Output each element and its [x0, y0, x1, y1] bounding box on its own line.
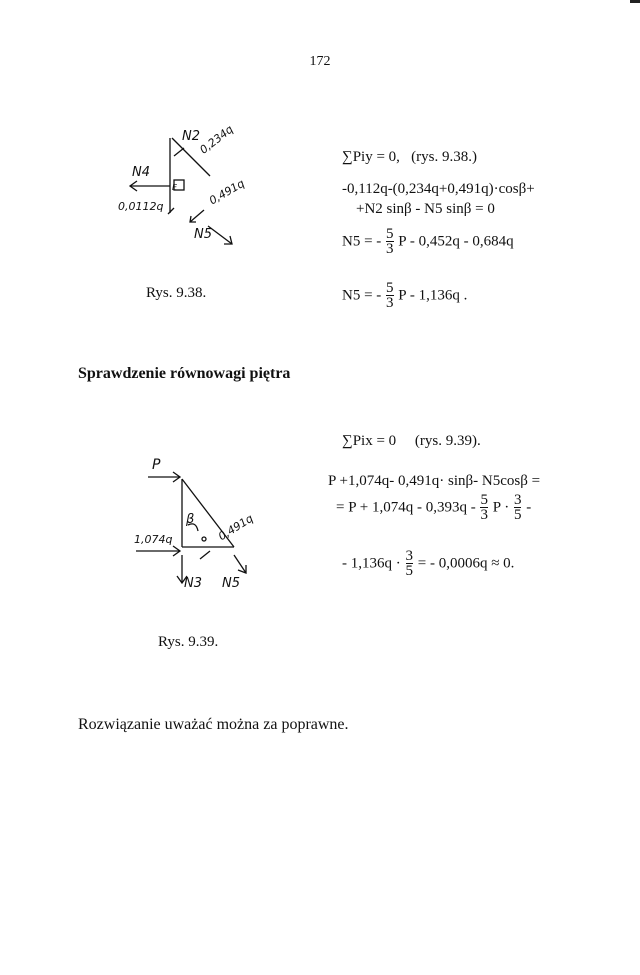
eq1-line1: -0,112q-(0,234q+0,491q)·cosβ+ [342, 181, 535, 197]
eq2-sum-line [342, 432, 481, 450]
arrow-load-b [200, 551, 210, 559]
eq2-line1: P +1,074q- 0,491q· sinβ- N5cosβ = [328, 473, 541, 489]
eq2-line2 [336, 494, 531, 522]
label-n5: N5 [194, 227, 212, 242]
label-load-a: 1,074q [134, 533, 173, 546]
conclusion-text: Rozwiązanie uważać można za poprawne. [78, 716, 349, 733]
eq2-line2-b: P · [492, 499, 510, 516]
fraction-5-3-c [480, 494, 488, 522]
label-beta: β [186, 512, 195, 527]
small-arrow [174, 148, 184, 156]
label-load-a: 0,234q [197, 122, 236, 157]
label-load-c: 0,0112q [118, 200, 164, 213]
eq2-line3-a: - 1,136q · [342, 555, 401, 572]
fraction-5-3 [386, 228, 394, 256]
eq2-sum: ∑Pix = 0 [342, 433, 397, 449]
label-n5: N5 [222, 576, 240, 591]
page-number: 172 [309, 54, 331, 69]
eq1-den-b: 3 [386, 295, 394, 311]
label-p: P [152, 457, 161, 473]
fraction-3-5 [514, 494, 522, 522]
label-n3: N3 [184, 576, 202, 591]
eq1-rest-b: P - 1,136q . [398, 287, 468, 304]
eq2-line2-c: - [526, 499, 532, 516]
eq1-line2: +N2 sinβ - N5 sinβ = 0 [356, 201, 495, 217]
small-arrow-2 [168, 208, 174, 214]
eq2-line2-a: = P + 1,074q - 0,393q - [336, 499, 476, 516]
eq1-den-a: 3 [386, 241, 394, 257]
figure-9-38 [110, 118, 270, 268]
eq1-n5-line-b [342, 282, 467, 310]
label-load-b: 0,491q [206, 176, 247, 208]
eq1-n5-line-a [342, 228, 514, 256]
joint [202, 537, 206, 541]
figure1-caption: Rys. 9.38. [146, 285, 207, 301]
eq1-num-b: 5 [386, 280, 394, 296]
eq1-ref: (rys. 9.38.) [411, 149, 477, 165]
eq2-num-b: 3 [513, 492, 522, 508]
eq1-sum-line [342, 148, 477, 166]
eq2-num-c: 3 [405, 548, 413, 564]
eq2-line3 [342, 550, 514, 578]
label-n4: N4 [132, 165, 150, 180]
eq2-den-b: 5 [513, 507, 522, 523]
eq1-sum: ∑Piy = 0, [342, 149, 400, 165]
scan-edge-mark [630, 0, 640, 3]
eq1-n5-lhs-b: N5 = - [342, 287, 382, 304]
figure-9-39 [130, 455, 270, 605]
eq1-rest-a: P - 0,452q - 0,684q [398, 233, 514, 250]
label-n2: N2 [182, 129, 200, 144]
fraction-3-5-b [406, 550, 414, 578]
eq2-line3-b: = - 0,0006q ≈ 0. [417, 555, 515, 572]
eq2-ref: (rys. 9.39). [414, 433, 481, 449]
eq1-n5-lhs: N5 = - [342, 233, 382, 250]
label-load-b: 0,491q [216, 511, 256, 544]
eq2-num-a: 5 [480, 492, 488, 508]
arrow-load-b [190, 210, 204, 222]
figure2-caption: Rys. 9.39. [158, 634, 219, 650]
eq2-den-a: 3 [480, 507, 488, 523]
label-node-e: E [172, 183, 178, 192]
section-heading: Sprawdzenie równowagi piętra [78, 365, 291, 382]
eq1-num-a: 5 [386, 226, 394, 242]
fraction-5-3-b [386, 282, 394, 310]
eq2-den-c: 5 [405, 563, 413, 579]
